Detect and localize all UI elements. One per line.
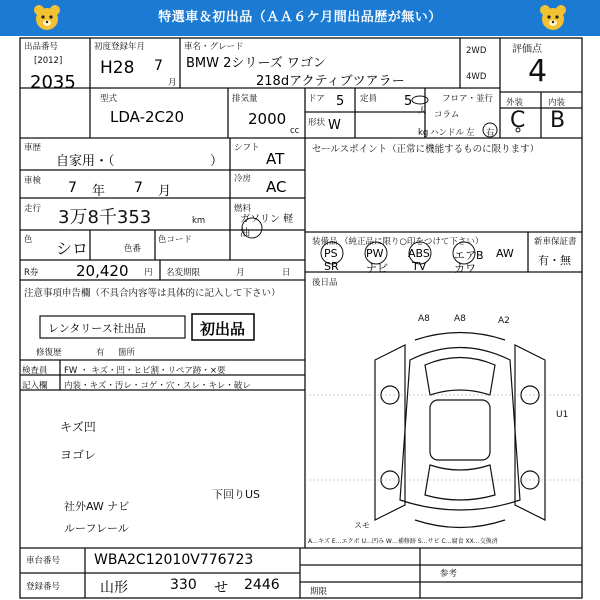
inspector-label: 検査員 [22, 366, 48, 376]
plate-label: 登録番号 [26, 582, 61, 592]
recycle-value: 20,420 [76, 262, 129, 280]
handwritten-note-5: 下回りUS [212, 488, 261, 501]
color-code-label: 色コード [158, 235, 193, 245]
use-label: 車歴 [24, 143, 42, 153]
fuel-label: 燃料 [234, 204, 252, 214]
color-no-label: 色番 [124, 244, 142, 254]
equipment-label: 装備品 [312, 237, 338, 247]
title-label: 名変期限 [166, 268, 201, 278]
inspector-items: FW ・ キズ・凹・ヒビ割・リペア跡・×要 [64, 366, 226, 376]
inspection-month-unit: 月 [158, 184, 172, 199]
door-value: 5 [336, 94, 345, 109]
ac-value: AC [266, 178, 287, 196]
title-month: 月 [236, 268, 245, 278]
lot-sub: [2012] [34, 56, 63, 66]
writer-items: 内装・キズ・汚レ・コゲ・穴・スレ・キレ・破レ [64, 381, 251, 391]
mark-u: U1 [556, 410, 569, 420]
shift-label: シフト [234, 143, 260, 153]
capacity-label: 定員 [360, 94, 378, 104]
damage-legend: A…キズ E…エクボ U…凹み W…補修跡 S…サビ C…腐食 XX…交換済 [308, 538, 498, 545]
shift-value: AT [266, 150, 285, 168]
plate-number: 2446 [244, 577, 280, 593]
mark-ab1: A8 [418, 314, 430, 324]
fuel-value: ガソリン 軽油 [240, 214, 294, 239]
floor-label: フロア・並行 [442, 94, 494, 104]
inspection-label: 車検 [24, 176, 42, 186]
equip-aw: AW [496, 247, 514, 260]
capacity-value: 5 [404, 94, 413, 109]
steering-value: 右 [486, 128, 495, 138]
title-day: 日 [282, 268, 291, 278]
equip-sr: SR [324, 260, 339, 273]
repair-label: 修復歴 [36, 348, 62, 358]
exterior-grade: C [510, 108, 526, 133]
mark-ab3: A2 [498, 316, 510, 326]
mileage-value: 3万8千353 [58, 207, 152, 228]
sales-point-label: セールスポイント（正常に機能するものに限ります） [312, 144, 540, 155]
color-value: シロ [56, 239, 89, 258]
door-label: ドア [308, 94, 325, 104]
mark-ab2: A8 [454, 314, 466, 324]
cc-value: 2000 [248, 110, 287, 128]
equip-leather: カワ [454, 262, 476, 275]
year-era: H28 [100, 58, 135, 78]
inspection-year: 7 [68, 180, 77, 196]
repair-unit: 箇所 [118, 348, 136, 358]
cc-unit: cc [290, 126, 300, 136]
use-close: ） [210, 154, 224, 169]
handwritten-note-4: ルーフレール [64, 522, 129, 535]
handwritten-note-2: ヨゴレ [60, 448, 97, 462]
reg-month: 7 [154, 58, 163, 74]
rear-label: 後日品 [312, 278, 338, 288]
color-label: 色 [24, 235, 33, 245]
ac-label: 冷房 [234, 174, 252, 184]
column-label: コラム [434, 110, 460, 120]
recycle-unit: 円 [144, 268, 153, 278]
recycle-label: R券 [24, 268, 39, 278]
shape-value: W [328, 118, 341, 133]
mark-front: スモ [354, 521, 370, 530]
equipment-note: （純正品に限り○印をつけて下さい） [340, 237, 484, 247]
first-stamp: 初出品 [200, 320, 246, 338]
model-code: LDA-2C20 [110, 108, 185, 126]
equip-navi: ナビ [366, 262, 388, 275]
rental-stamp: レンタリース社出品 [48, 322, 146, 335]
model-label: 型式 [100, 94, 118, 104]
banner-title: 特選車＆初出品（ＡＡ６ケ月間出品歴が無い） [158, 10, 442, 25]
exterior-label: 外装 [506, 98, 524, 108]
inspection-month: 7 [134, 180, 143, 196]
steering-label: ハンドル [430, 128, 465, 138]
mileage-unit: km [192, 216, 206, 226]
plate-kana: せ [214, 580, 228, 596]
equip-tv: TV [412, 260, 427, 273]
interior-grade: B [550, 108, 566, 133]
use-value: 自家用・（ [56, 154, 115, 169]
drive-2wd: 2WD [466, 46, 487, 56]
new-car-warranty-label: 新車保証書 [534, 237, 577, 247]
inspection-year-unit: 年 [92, 184, 106, 199]
equip-ps: PS [324, 247, 338, 260]
period-label: 期限 [310, 587, 328, 597]
capacity-unit: 人 [418, 106, 427, 116]
equip-pw: PW [366, 247, 384, 260]
writer-label: 記入欄 [22, 381, 48, 391]
steering-left: 左 [466, 128, 475, 138]
lot-label: 出品番号 [24, 42, 59, 52]
plate-region: 山形 [100, 580, 128, 596]
equip-abs: ABS [408, 247, 430, 260]
reference-label: 参考 [440, 569, 458, 579]
lot-number: 2035 [30, 72, 76, 93]
repair-value: 有 [96, 348, 105, 358]
interior-label: 内装 [548, 98, 566, 108]
first-reg-label: 初度登録年月 [94, 42, 146, 52]
equip-airbag: エアB [454, 249, 484, 262]
attention-label: 注意事項申告欄（不具合内容等は具体的に記入して下さい） [24, 288, 281, 299]
eval-score: 4 [528, 54, 548, 89]
car-name-line2: 218dアクティブツアラー [256, 74, 405, 89]
drive-4wd: 4WD [466, 72, 487, 82]
car-name-line1: BMW 2シリーズ ワゴン [186, 56, 326, 71]
load-unit: kg [418, 128, 429, 138]
plate-class: 330 [170, 577, 197, 593]
shape-label: 形状 [308, 118, 326, 128]
cc-label: 排気量 [232, 94, 258, 104]
vin-label: 車台番号 [26, 556, 61, 566]
mileage-label: 走行 [24, 204, 42, 214]
warranty-value: 有・無 [538, 254, 571, 267]
handwritten-note-3: 社外AW ナビ [64, 500, 130, 513]
handwritten-note-1: キズ凹 [60, 420, 96, 434]
reg-month-unit: 月 [168, 78, 177, 88]
name-label: 車名・グレード [184, 42, 244, 52]
car-diagram [375, 333, 545, 528]
eval-label: 評価点 [512, 44, 542, 55]
vin-value: WBA2C12010V776723 [94, 552, 254, 568]
